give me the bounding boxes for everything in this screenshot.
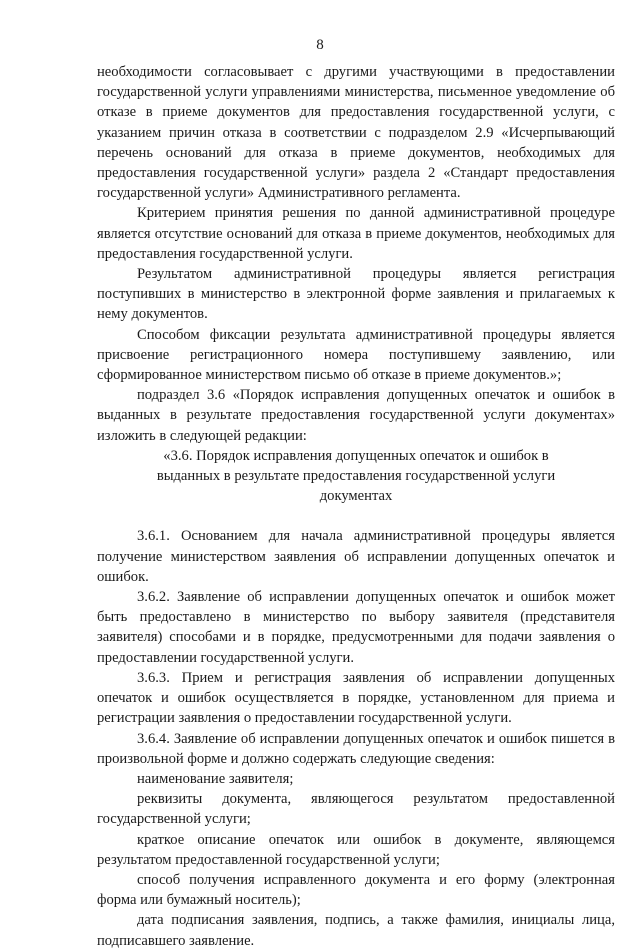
paragraph: 3.6.3. Прием и регистрация заявления об исправлении допущенных опечаток и ошибок осуществляется в порядке, установленном для приема и регистрации заявления о предоставлении государственной услуги. [97, 669, 615, 727]
list-item: краткое описание опечаток или ошибок в документе, являющемся результатом предоставленной государственной услуги; [97, 831, 615, 868]
list-item: наименование заявителя; [137, 770, 294, 787]
spacer [97, 506, 615, 526]
paragraph: подраздел 3.6 «Порядок исправления допущенных опечаток и ошибок в выданных в результате предоставления государственной услуги документах» изложить в следующей редакции: [97, 387, 615, 444]
section-heading: «3.6. Порядок исправления допущенных опечаток и ошибок в выданных в результате предоставления государственной услуги документах [156, 447, 556, 505]
paragraph: необходимости согласовывает с другими участвующими в предоставлении государственной услуги управлениями министерства, письменное уведомление об отказе в приеме документов для предоставления государственной услуги, с указанием причин отказа в соответствии с подразделом 2.9 «Исчерпывающий перечень оснований для отказа в приеме документов, необходимых для предоставления государственной услуги» раздела 2 «Стандарт предоставления государственной услуги» Административного регламента. [97, 64, 615, 202]
list-item: дата подписания заявления, подпись, а также фамилия, инициалы лица, подписавшего заявление. [97, 912, 615, 949]
paragraph: Способом фиксации результата административной процедуры является присвоение регистрационного номера поступившему заявлению, или сформированное министерством письмо об отказе в приеме документов.»; [97, 326, 615, 384]
document-body [97, 62, 615, 951]
paragraph: 3.6.1. Основанием для начала административной процедуры является получение министерством заявления об исправлении допущенных опечаток и ошибок. [97, 528, 615, 585]
list-item: реквизиты документа, являющегося результатом предоставленной государственной услуги; [97, 791, 615, 828]
paragraph: 3.6.2. Заявление об исправлении допущенных опечаток и ошибок может быть предоставлено в министерство по выбору заявителя (представителя заявителя) способами и в порядке, предусмотренными для подачи заявления о предоставлении государственной услуги. [97, 589, 615, 666]
list-item: способ получения исправленного документа и его форму (электронная форма или бумажный носитель); [97, 871, 615, 909]
paragraph: 3.6.4. Заявление об исправлении допущенных опечаток и ошибок пишется в произвольной форме и должно содержать следующие сведения: [97, 730, 615, 767]
page-number: 8 [316, 37, 324, 53]
paragraph: Результатом административной процедуры является регистрация поступивших в министерство в электронной форме заявления и прилагаемых к нему документов. [97, 266, 615, 323]
paragraph: Критерием принятия решения по данной административной процедуре является отсутствие оснований для отказа в приеме документов, необходимых для предоставления государственной услуги. [97, 205, 615, 262]
